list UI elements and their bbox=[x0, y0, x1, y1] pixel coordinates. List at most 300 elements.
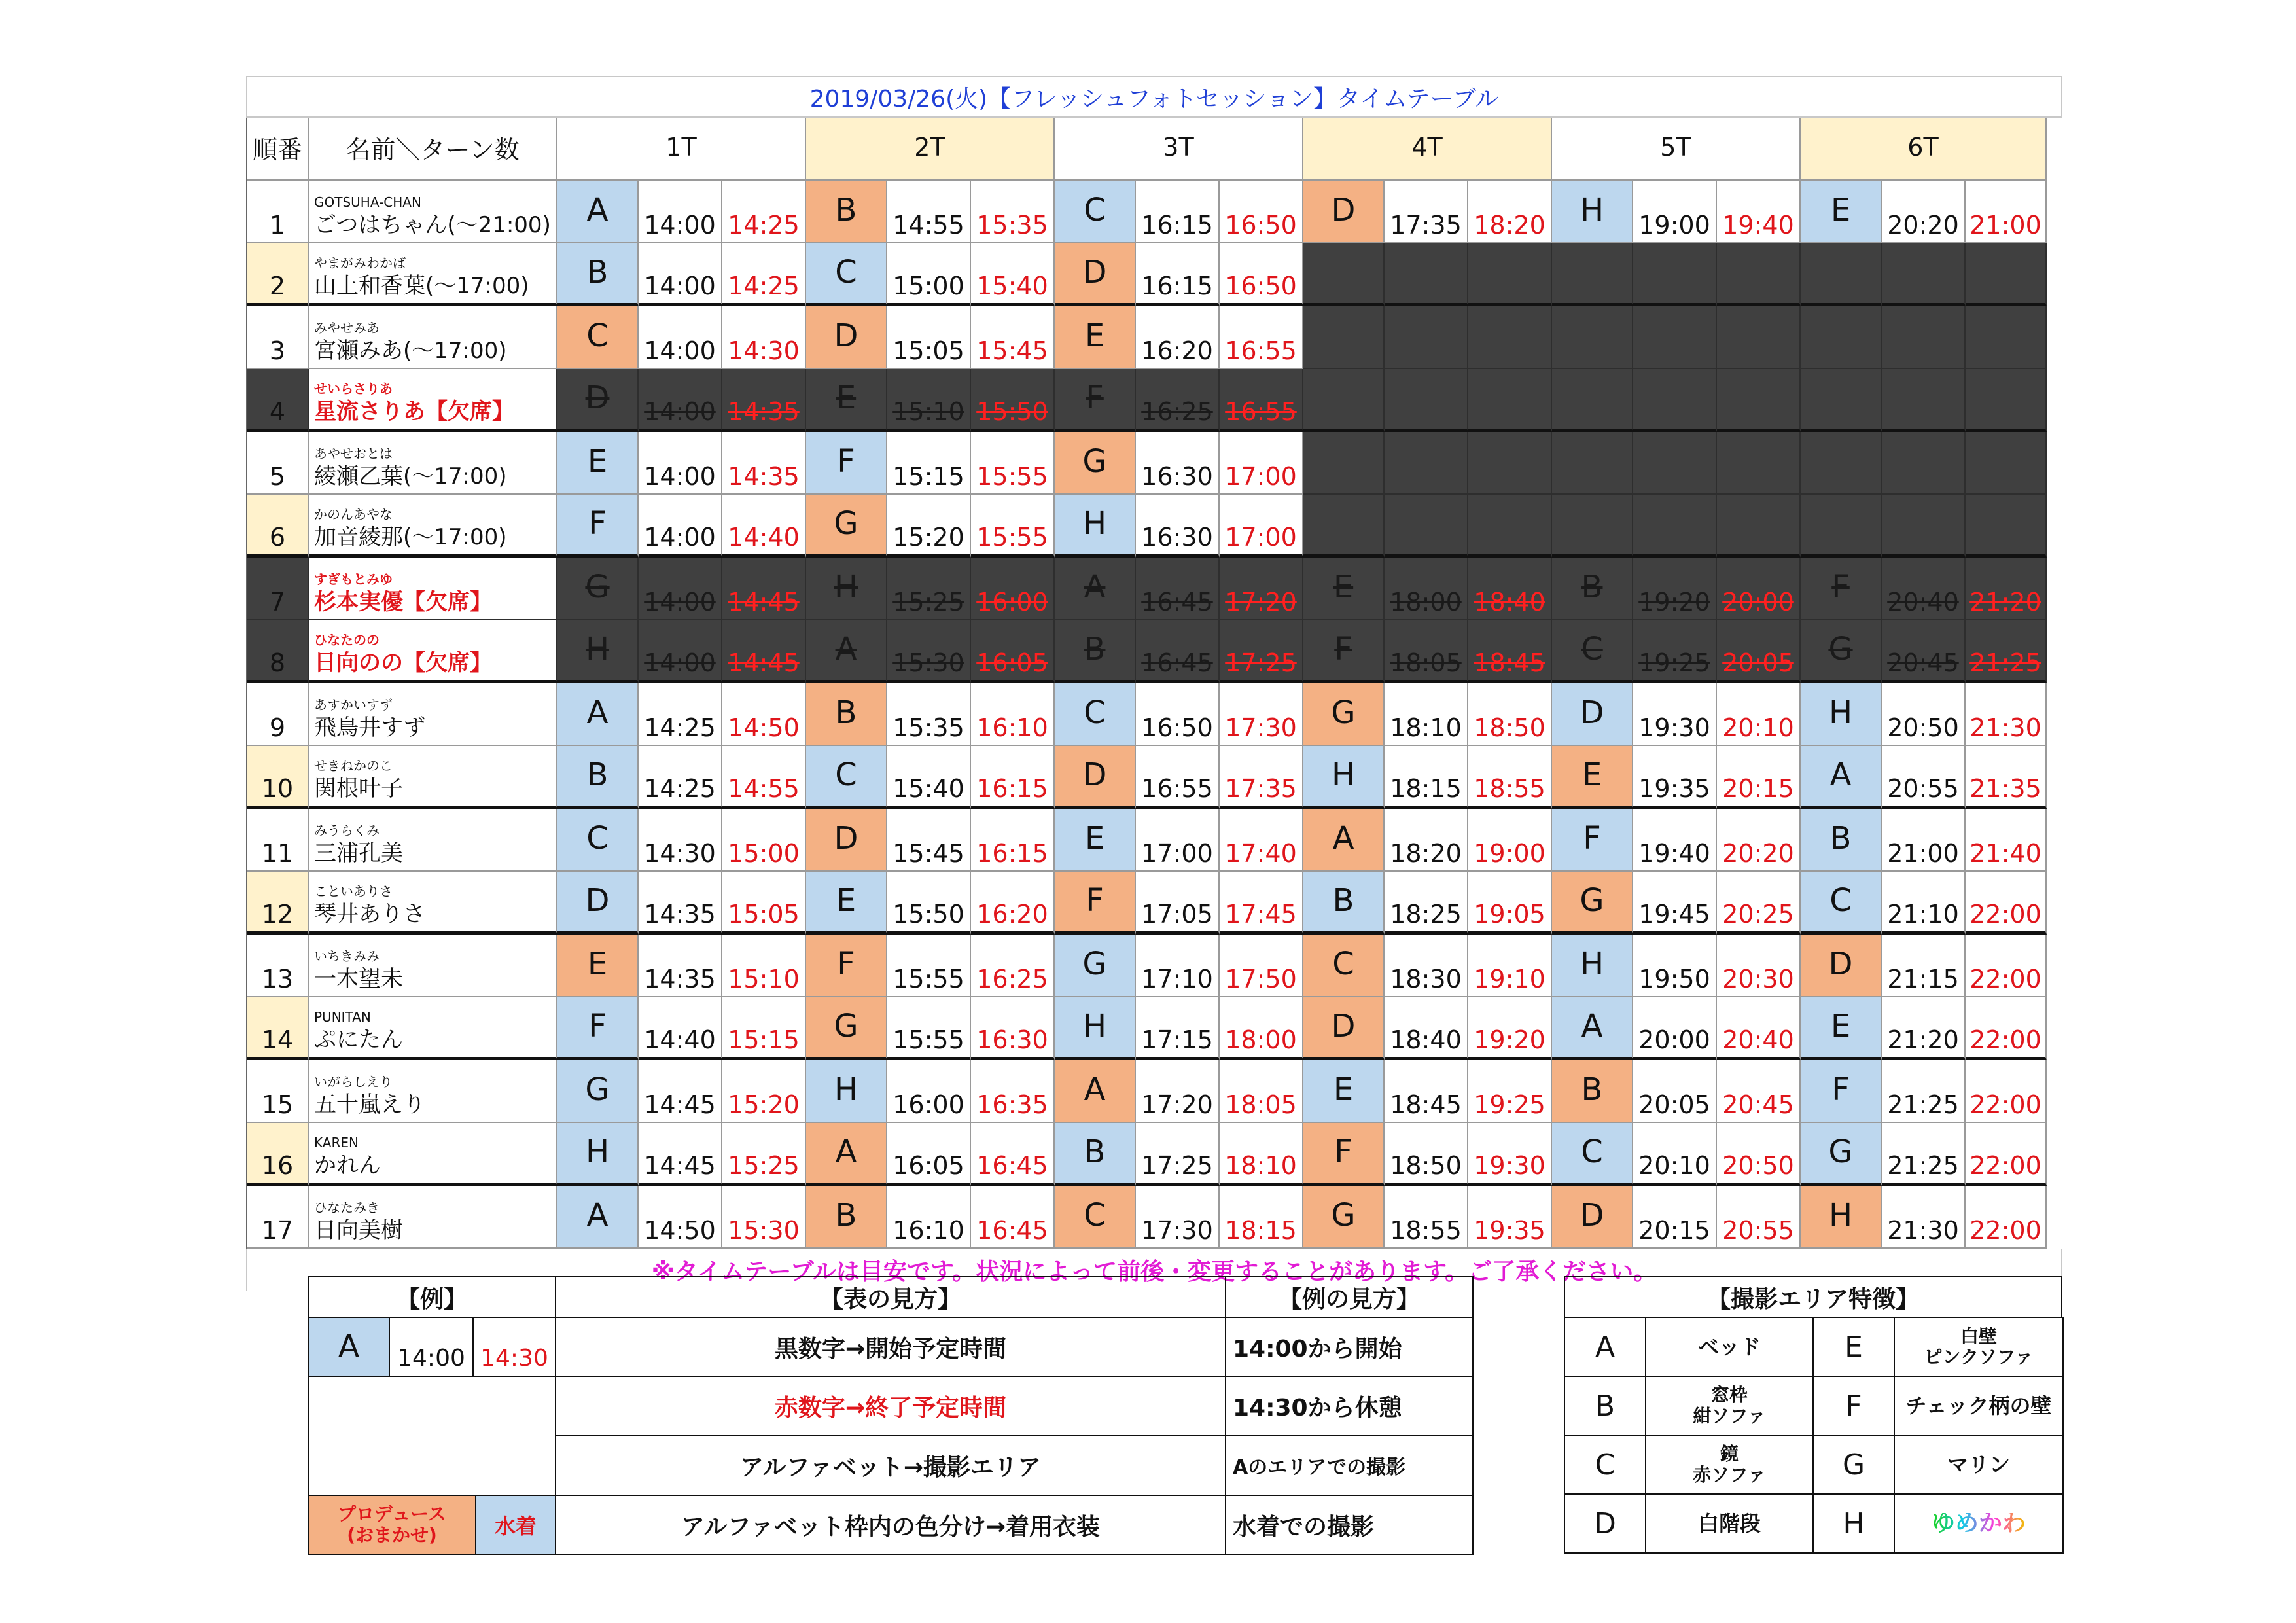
area-letter: D bbox=[557, 369, 639, 432]
performer-kana: すぎもとみゆ bbox=[314, 571, 393, 587]
area-letter: F bbox=[1552, 809, 1633, 872]
end-time: 19:00 bbox=[1468, 809, 1552, 872]
row-number: 5 bbox=[247, 432, 309, 495]
area-letter: E bbox=[1055, 809, 1136, 872]
legend-howto-header: 【表の見方】 bbox=[555, 1276, 1226, 1318]
empty-slot bbox=[1882, 243, 1966, 306]
area-description bbox=[1645, 1435, 1814, 1495]
area-letter: E bbox=[1303, 1060, 1385, 1123]
area-letter: E bbox=[1055, 306, 1136, 369]
end-time: 15:05 bbox=[722, 872, 806, 935]
end-time: 14:35 bbox=[722, 432, 806, 495]
start-time: 16:45 bbox=[1136, 620, 1220, 683]
area-letter: E bbox=[557, 432, 639, 495]
performer-kana: こといありさ bbox=[314, 883, 393, 899]
start-time: 16:50 bbox=[1136, 683, 1220, 746]
empty-slot bbox=[1801, 432, 1882, 495]
empty-slot bbox=[1801, 243, 1882, 306]
area-letter: D bbox=[1303, 181, 1385, 243]
start-time: 14:00 bbox=[639, 558, 722, 620]
end-time: 15:55 bbox=[971, 432, 1055, 495]
area-description-line1: 窓枠 bbox=[1710, 1384, 1748, 1406]
legend-example-blank bbox=[308, 1376, 556, 1496]
performer-name: 日向美樹 bbox=[314, 1217, 403, 1243]
area-description-line1: マリン bbox=[1947, 1452, 2010, 1477]
area-letter: A bbox=[557, 1186, 639, 1249]
header-name: 名前＼ターン数 bbox=[309, 118, 557, 181]
end-time: 17:25 bbox=[1220, 620, 1303, 683]
start-time: 17:05 bbox=[1136, 872, 1220, 935]
end-time: 15:25 bbox=[722, 1123, 806, 1186]
legend-meaning-0: 14:00から開始 bbox=[1225, 1317, 1474, 1377]
end-time: 18:45 bbox=[1468, 620, 1552, 683]
area-letter: F bbox=[1801, 1060, 1882, 1123]
area-letter: D bbox=[806, 809, 887, 872]
header-turn-6: 6T bbox=[1801, 118, 2047, 181]
start-time: 15:25 bbox=[887, 558, 971, 620]
area-letter: E bbox=[1801, 181, 1882, 243]
area-letter: C bbox=[1055, 1186, 1136, 1249]
area-letter: D bbox=[806, 306, 887, 369]
end-time: 22:00 bbox=[1966, 1186, 2047, 1249]
performer-name: 山上和香葉(～17:00) bbox=[314, 273, 529, 299]
start-time: 14:55 bbox=[887, 181, 971, 243]
start-time: 20:55 bbox=[1882, 746, 1966, 809]
end-time: 21:35 bbox=[1966, 746, 2047, 809]
start-time: 14:45 bbox=[639, 1123, 722, 1186]
start-time: 14:25 bbox=[639, 683, 722, 746]
area-key: G bbox=[1812, 1435, 1895, 1495]
area-letter: G bbox=[557, 558, 639, 620]
empty-slot bbox=[1801, 369, 1882, 432]
area-letter: B bbox=[557, 746, 639, 809]
end-time: 14:25 bbox=[722, 243, 806, 306]
table-row bbox=[247, 495, 2062, 558]
performer-name-cell bbox=[309, 1186, 557, 1249]
performer-kana: いがらしえり bbox=[314, 1074, 393, 1090]
start-time: 18:25 bbox=[1385, 872, 1468, 935]
end-time: 21:30 bbox=[1966, 683, 2047, 746]
performer-name-cell bbox=[309, 620, 557, 683]
empty-slot bbox=[1468, 306, 1552, 369]
end-time: 19:05 bbox=[1468, 872, 1552, 935]
end-time: 20:30 bbox=[1717, 935, 1801, 997]
header-turn-2: 2T bbox=[806, 118, 1055, 181]
start-time: 21:00 bbox=[1882, 809, 1966, 872]
area-letter: G bbox=[806, 495, 887, 558]
area-letter: C bbox=[1055, 181, 1136, 243]
row-number: 1 bbox=[247, 181, 309, 243]
performer-kana: PUNITAN bbox=[314, 1009, 371, 1025]
area-description bbox=[1894, 1493, 2064, 1554]
area-letter: B bbox=[1552, 1060, 1633, 1123]
performer-name: かれん bbox=[314, 1152, 381, 1179]
end-time: 17:35 bbox=[1220, 746, 1303, 809]
area-description bbox=[1645, 1317, 1814, 1377]
area-letter: E bbox=[1303, 558, 1385, 620]
end-time: 14:45 bbox=[722, 620, 806, 683]
end-time: 21:00 bbox=[1966, 181, 2047, 243]
end-time: 20:10 bbox=[1717, 683, 1801, 746]
row-number: 6 bbox=[247, 495, 309, 558]
end-time: 15:10 bbox=[722, 935, 806, 997]
area-key: E bbox=[1812, 1317, 1895, 1377]
table-row bbox=[247, 997, 2062, 1060]
start-time: 14:35 bbox=[639, 935, 722, 997]
start-time: 14:00 bbox=[639, 495, 722, 558]
start-time: 18:40 bbox=[1385, 997, 1468, 1060]
area-letter: B bbox=[1303, 872, 1385, 935]
start-time: 20:45 bbox=[1882, 620, 1966, 683]
area-letter: G bbox=[557, 1060, 639, 1123]
empty-slot bbox=[1633, 369, 1717, 432]
end-time: 19:25 bbox=[1468, 1060, 1552, 1123]
start-time: 14:40 bbox=[639, 997, 722, 1060]
area-letter: A bbox=[1552, 997, 1633, 1060]
start-time: 16:25 bbox=[1136, 369, 1220, 432]
area-letter: G bbox=[1552, 872, 1633, 935]
end-time: 16:35 bbox=[971, 1060, 1055, 1123]
empty-slot bbox=[1303, 306, 1385, 369]
area-letter: H bbox=[1055, 997, 1136, 1060]
performer-name-cell bbox=[309, 809, 557, 872]
performer-kana: KAREN bbox=[314, 1135, 359, 1150]
end-time: 15:45 bbox=[971, 306, 1055, 369]
start-time: 16:20 bbox=[1136, 306, 1220, 369]
performer-name: ごつはちゃん(～21:00) bbox=[314, 212, 551, 238]
area-letter: F bbox=[1303, 1123, 1385, 1186]
area-letter: E bbox=[806, 872, 887, 935]
end-time: 15:35 bbox=[971, 181, 1055, 243]
empty-slot bbox=[1717, 495, 1801, 558]
performer-name-cell bbox=[309, 558, 557, 620]
end-time: 20:05 bbox=[1717, 620, 1801, 683]
performer-name-cell bbox=[309, 746, 557, 809]
empty-slot bbox=[1552, 495, 1633, 558]
end-time: 15:20 bbox=[722, 1060, 806, 1123]
row-number: 8 bbox=[247, 620, 309, 683]
end-time: 16:55 bbox=[1220, 306, 1303, 369]
start-time: 17:20 bbox=[1136, 1060, 1220, 1123]
end-time: 18:05 bbox=[1220, 1060, 1303, 1123]
start-time: 16:00 bbox=[887, 1060, 971, 1123]
area-letter: H bbox=[1552, 181, 1633, 243]
end-time: 14:25 bbox=[722, 181, 806, 243]
area-letter: D bbox=[1552, 1186, 1633, 1249]
end-time: 21:20 bbox=[1966, 558, 2047, 620]
end-time: 18:55 bbox=[1468, 746, 1552, 809]
end-time: 15:15 bbox=[722, 997, 806, 1060]
empty-slot bbox=[1882, 432, 1966, 495]
performer-name-cell bbox=[309, 369, 557, 432]
start-time: 15:20 bbox=[887, 495, 971, 558]
performer-kana: あやせおとは bbox=[314, 446, 393, 461]
area-description-line1: ベッド bbox=[1697, 1334, 1761, 1359]
timetable bbox=[246, 76, 2062, 1291]
row-number: 10 bbox=[247, 746, 309, 809]
area-letter: C bbox=[557, 809, 639, 872]
end-time: 20:15 bbox=[1717, 746, 1801, 809]
start-time: 20:05 bbox=[1633, 1060, 1717, 1123]
end-time: 16:25 bbox=[971, 935, 1055, 997]
start-time: 17:10 bbox=[1136, 935, 1220, 997]
start-time: 20:10 bbox=[1633, 1123, 1717, 1186]
area-letter: G bbox=[1801, 1123, 1882, 1186]
start-time: 19:35 bbox=[1633, 746, 1717, 809]
area-letter: A bbox=[1055, 1060, 1136, 1123]
start-time: 18:55 bbox=[1385, 1186, 1468, 1249]
legend-meaning-3: 水着での撮影 bbox=[1225, 1495, 1474, 1555]
start-time: 20:20 bbox=[1882, 181, 1966, 243]
end-time: 18:20 bbox=[1468, 181, 1552, 243]
legend-example-end: 14:30 bbox=[472, 1317, 556, 1377]
start-time: 14:30 bbox=[639, 809, 722, 872]
end-time: 18:40 bbox=[1468, 558, 1552, 620]
performer-name: 星流さりあ【欠席】 bbox=[314, 399, 514, 425]
area-letter: D bbox=[1055, 243, 1136, 306]
empty-slot bbox=[1303, 495, 1385, 558]
empty-slot bbox=[1966, 369, 2047, 432]
start-time: 19:30 bbox=[1633, 683, 1717, 746]
legend-example-letter: A bbox=[308, 1317, 390, 1377]
performer-name-cell bbox=[309, 683, 557, 746]
area-letter: F bbox=[557, 495, 639, 558]
area-letter: H bbox=[1552, 935, 1633, 997]
area-description-line2: ピンクソファ bbox=[1924, 1346, 2034, 1368]
end-time: 16:15 bbox=[971, 746, 1055, 809]
empty-slot bbox=[1882, 495, 1966, 558]
empty-slot bbox=[1552, 432, 1633, 495]
start-time: 16:10 bbox=[887, 1186, 971, 1249]
area-letter: G bbox=[806, 997, 887, 1060]
end-time: 14:50 bbox=[722, 683, 806, 746]
legend-swimsuit: 水着 bbox=[475, 1495, 556, 1555]
performer-kana: みうらくみ bbox=[314, 823, 380, 838]
empty-slot bbox=[1303, 243, 1385, 306]
row-number: 3 bbox=[247, 306, 309, 369]
end-time: 17:45 bbox=[1220, 872, 1303, 935]
area-letter: F bbox=[1801, 558, 1882, 620]
end-time: 19:10 bbox=[1468, 935, 1552, 997]
start-time: 18:15 bbox=[1385, 746, 1468, 809]
area-letter: A bbox=[1303, 809, 1385, 872]
start-time: 16:55 bbox=[1136, 746, 1220, 809]
start-time: 15:35 bbox=[887, 683, 971, 746]
legend-rule-1: 赤数字→終了予定時間 bbox=[555, 1376, 1226, 1436]
performer-kana: せきねかのこ bbox=[314, 758, 393, 774]
start-time: 19:00 bbox=[1633, 181, 1717, 243]
start-time: 19:40 bbox=[1633, 809, 1717, 872]
end-time: 17:30 bbox=[1220, 683, 1303, 746]
end-time: 14:55 bbox=[722, 746, 806, 809]
area-letter: D bbox=[1303, 997, 1385, 1060]
empty-slot bbox=[1385, 432, 1468, 495]
area-letter: H bbox=[1303, 746, 1385, 809]
performer-kana: やまがみわかば bbox=[314, 255, 406, 271]
empty-slot bbox=[1966, 306, 2047, 369]
performer-kana: みやせみあ bbox=[314, 320, 380, 336]
area-letter: C bbox=[1055, 683, 1136, 746]
performer-name-cell bbox=[309, 306, 557, 369]
area-letter: H bbox=[1801, 683, 1882, 746]
table-row bbox=[247, 683, 2062, 746]
start-time: 16:15 bbox=[1136, 243, 1220, 306]
area-letter: E bbox=[1801, 997, 1882, 1060]
performer-name: 綾瀬乙葉(～17:00) bbox=[314, 463, 507, 490]
area-description-line1: 白壁 bbox=[1960, 1325, 1997, 1347]
start-time: 21:25 bbox=[1882, 1123, 1966, 1186]
start-time: 19:45 bbox=[1633, 872, 1717, 935]
area-letter: H bbox=[806, 1060, 887, 1123]
area-letter: G bbox=[1055, 935, 1136, 997]
empty-slot bbox=[1717, 243, 1801, 306]
end-time: 18:00 bbox=[1220, 997, 1303, 1060]
legend-example-header: 【例】 bbox=[308, 1276, 556, 1318]
start-time: 20:50 bbox=[1882, 683, 1966, 746]
performer-kana: かのんあやな bbox=[314, 507, 393, 522]
end-time: 19:40 bbox=[1717, 181, 1801, 243]
performer-name-cell bbox=[309, 432, 557, 495]
start-time: 18:00 bbox=[1385, 558, 1468, 620]
end-time: 16:15 bbox=[971, 809, 1055, 872]
area-description bbox=[1645, 1493, 1814, 1554]
end-time: 16:00 bbox=[971, 558, 1055, 620]
start-time: 18:10 bbox=[1385, 683, 1468, 746]
performer-name-cell bbox=[309, 997, 557, 1060]
performer-name-cell bbox=[309, 1123, 557, 1186]
area-letter: B bbox=[557, 243, 639, 306]
area-description-line1: 鏡 bbox=[1720, 1443, 1739, 1465]
area-letter: B bbox=[1801, 809, 1882, 872]
table-row bbox=[247, 872, 2062, 935]
start-time: 15:10 bbox=[887, 369, 971, 432]
start-time: 16:30 bbox=[1136, 495, 1220, 558]
empty-slot bbox=[1717, 432, 1801, 495]
header-turn-3: 3T bbox=[1055, 118, 1303, 181]
empty-slot bbox=[1385, 243, 1468, 306]
empty-slot bbox=[1303, 432, 1385, 495]
start-time: 20:00 bbox=[1633, 997, 1717, 1060]
area-letter: C bbox=[1552, 1123, 1633, 1186]
end-time: 20:20 bbox=[1717, 809, 1801, 872]
area-letter: B bbox=[806, 1186, 887, 1249]
start-time: 15:55 bbox=[887, 935, 971, 997]
start-time: 14:45 bbox=[639, 1060, 722, 1123]
performer-name: 三浦孔美 bbox=[314, 840, 403, 866]
performer-kana: あすかいすず bbox=[314, 697, 393, 713]
end-time: 16:50 bbox=[1220, 243, 1303, 306]
empty-slot bbox=[1385, 306, 1468, 369]
page-title: 2019/03/26(火)【フレッシュフォトセッション】タイムテーブル bbox=[246, 76, 2062, 118]
start-time: 14:00 bbox=[639, 620, 722, 683]
table-row bbox=[247, 243, 2062, 306]
start-time: 14:00 bbox=[639, 369, 722, 432]
legend-produce-line1: プロデュース bbox=[338, 1503, 446, 1525]
area-letter: C bbox=[806, 746, 887, 809]
end-time: 22:00 bbox=[1966, 935, 2047, 997]
table-row bbox=[247, 558, 2062, 620]
area-letter: F bbox=[806, 432, 887, 495]
start-time: 16:45 bbox=[1136, 558, 1220, 620]
area-letter: A bbox=[1801, 746, 1882, 809]
end-time: 15:50 bbox=[971, 369, 1055, 432]
table-header bbox=[247, 118, 2062, 181]
table-row bbox=[247, 935, 2062, 997]
row-number: 9 bbox=[247, 683, 309, 746]
header-turn-1: 1T bbox=[557, 118, 806, 181]
area-description-line2: 紺ソファ bbox=[1693, 1405, 1766, 1427]
performer-name-cell bbox=[309, 872, 557, 935]
performer-name: 日向のの【欠席】 bbox=[314, 650, 492, 676]
area-letter: G bbox=[1801, 620, 1882, 683]
performer-name-cell bbox=[309, 181, 557, 243]
area-letter: D bbox=[557, 872, 639, 935]
end-time: 14:35 bbox=[722, 369, 806, 432]
empty-slot bbox=[1966, 495, 2047, 558]
empty-slot bbox=[1966, 432, 2047, 495]
area-letter: B bbox=[806, 683, 887, 746]
start-time: 15:50 bbox=[887, 872, 971, 935]
performer-name: 宮瀬みあ(～17:00) bbox=[314, 338, 507, 364]
start-time: 21:15 bbox=[1882, 935, 1966, 997]
area-description-line1: 白階段 bbox=[1697, 1511, 1761, 1536]
performer-name: 関根叶子 bbox=[314, 776, 403, 802]
empty-slot bbox=[1882, 369, 1966, 432]
legend-meaning-2: Aのエリアでの撮影 bbox=[1225, 1435, 1474, 1496]
area-description bbox=[1645, 1376, 1814, 1436]
start-time: 17:15 bbox=[1136, 997, 1220, 1060]
empty-slot bbox=[1633, 306, 1717, 369]
area-letter: D bbox=[1055, 746, 1136, 809]
empty-slot bbox=[1717, 369, 1801, 432]
end-time: 16:05 bbox=[971, 620, 1055, 683]
area-letter: F bbox=[557, 997, 639, 1060]
start-time: 19:25 bbox=[1633, 620, 1717, 683]
end-time: 20:00 bbox=[1717, 558, 1801, 620]
empty-slot bbox=[1552, 306, 1633, 369]
area-letter: A bbox=[806, 1123, 887, 1186]
area-letter: D bbox=[1801, 935, 1882, 997]
table-row bbox=[247, 306, 2062, 369]
performer-name: 加音綾那(～17:00) bbox=[314, 524, 507, 550]
end-time: 16:45 bbox=[971, 1186, 1055, 1249]
start-time: 19:20 bbox=[1633, 558, 1717, 620]
area-key: B bbox=[1564, 1376, 1646, 1436]
header-order: 順番 bbox=[247, 118, 309, 181]
end-time: 16:10 bbox=[971, 683, 1055, 746]
area-letter: B bbox=[1055, 1123, 1136, 1186]
end-time: 16:30 bbox=[971, 997, 1055, 1060]
area-letter: H bbox=[1801, 1186, 1882, 1249]
table-row bbox=[247, 1123, 2062, 1186]
area-letter: F bbox=[1055, 872, 1136, 935]
start-time: 21:20 bbox=[1882, 997, 1966, 1060]
performer-kana: いちきみみ bbox=[314, 948, 380, 964]
legend-rule-2: アルファベット→撮影エリア bbox=[555, 1435, 1226, 1496]
end-time: 18:10 bbox=[1220, 1123, 1303, 1186]
area-letter: E bbox=[806, 369, 887, 432]
area-letter: C bbox=[1552, 620, 1633, 683]
start-time: 14:35 bbox=[639, 872, 722, 935]
start-time: 17:35 bbox=[1385, 181, 1468, 243]
end-time: 20:45 bbox=[1717, 1060, 1801, 1123]
end-time: 17:20 bbox=[1220, 558, 1303, 620]
area-letter: G bbox=[1303, 1186, 1385, 1249]
end-time: 17:50 bbox=[1220, 935, 1303, 997]
empty-slot bbox=[1801, 306, 1882, 369]
empty-slot bbox=[1633, 432, 1717, 495]
table-row bbox=[247, 809, 2062, 872]
